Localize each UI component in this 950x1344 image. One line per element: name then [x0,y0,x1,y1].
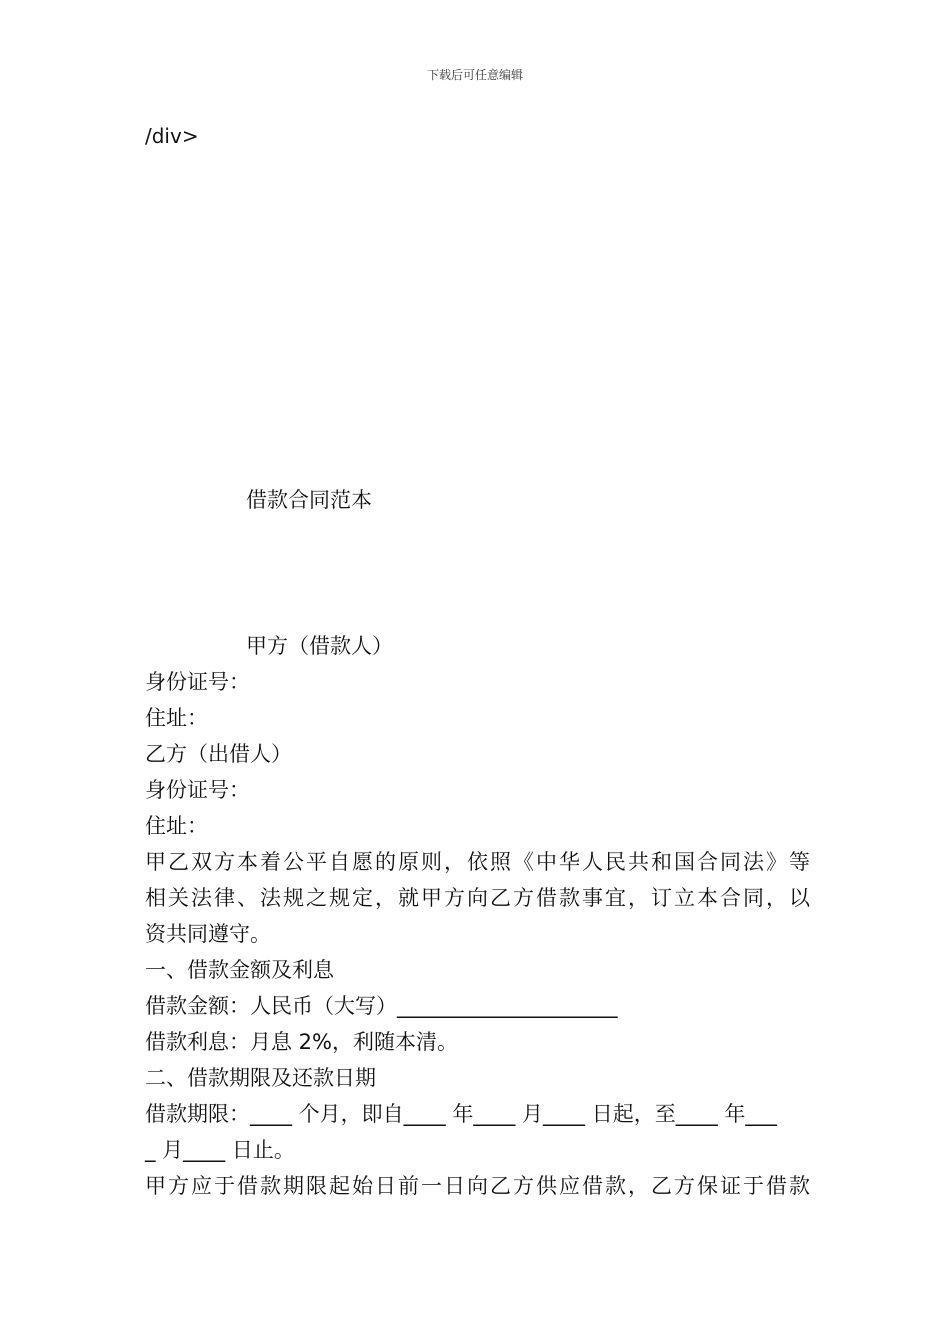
loan-term-line-cont: _ 月____ 日止。 [145,1138,295,1162]
party-b-heading: 乙方（出借人） [145,742,292,766]
party-b-address-label: 住址： [145,814,208,838]
section-heading-term: 二、借款期限及还款日期 [145,1066,376,1090]
loan-amount-line: 借款金额：人民币（大写）_____________________ [145,994,618,1018]
loan-term-line: 借款期限：____ 个月，即自____ 年____ 月____ 日起，至____ 年___ [145,1102,777,1126]
page-header: 下载后可任意编辑 [426,68,523,82]
document-title: 借款合同范本 [246,488,372,512]
party-a-heading: 甲方（借款人） [246,634,393,658]
party-a-id-label: 身份证号： [145,670,250,694]
loan-interest-line: 借款利息：月息 2%，利随本清。 [145,1030,458,1054]
stray-markup-text: /div> [145,124,199,148]
delivery-clause-line: 甲方应于借款期限起始日前一日向乙方供应借款，乙方保证于借款 [145,1174,810,1198]
preamble-line: 资共同遵守。 [145,922,271,946]
document-body [145,664,810,1204]
section-heading-amount: 一、借款金额及利息 [145,958,334,982]
party-b-id-label: 身份证号： [145,778,250,802]
preamble-line: 甲乙双方本着公平自愿的原则，依照《中华人民共和国合同法》等 [145,850,810,874]
preamble-line: 相关法律、法规之规定，就甲方向乙方借款事宜，订立本合同，以 [145,886,810,910]
party-a-address-label: 住址： [145,706,208,730]
